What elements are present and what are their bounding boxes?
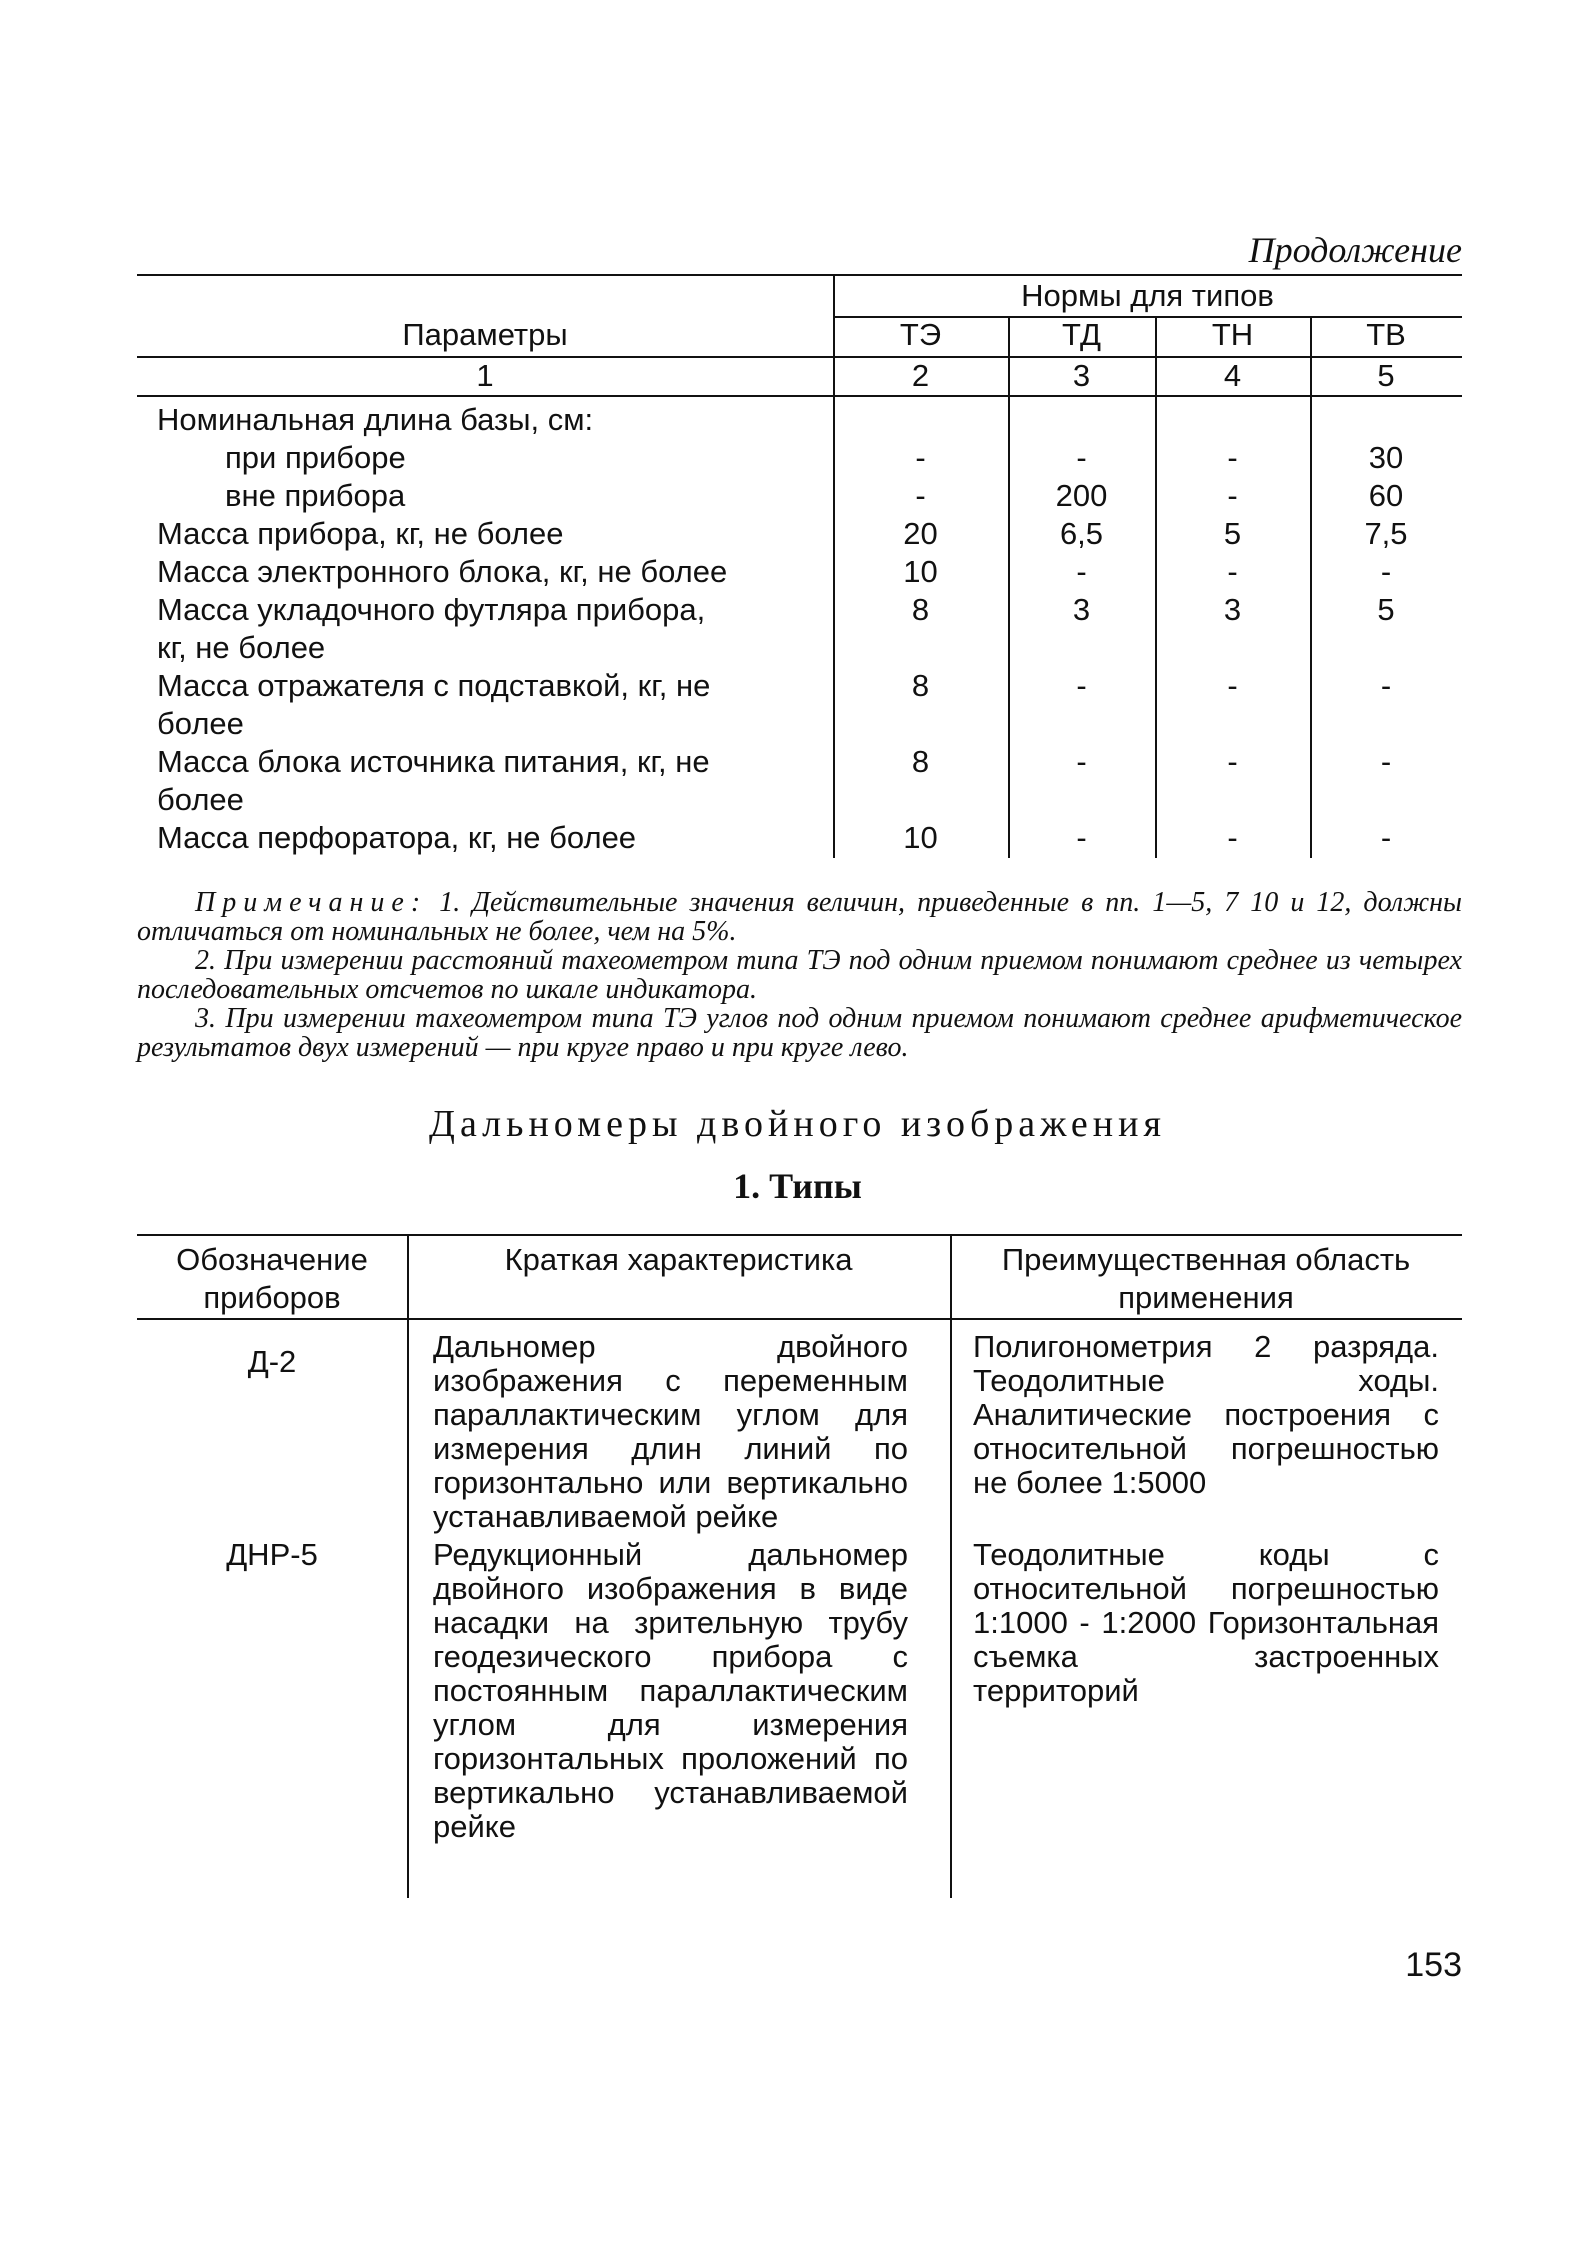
row-value: 8 [911,668,930,703]
row-label: Масса прибора, кг, не более [157,516,564,551]
row-label-continuation: более [157,706,244,741]
row-value: 3 [1223,592,1242,627]
row-value: - [1380,820,1392,855]
row-value: - [1227,554,1238,589]
description-cell: Редукционный дальномер двойного изображения в виде насадки на зрительную трубу геодезического прибора с постоянным параллактическим углом для измерения горизонтальных проложений по вертикально устанавливаемой рейке [433,1537,908,1844]
header-parameters: Параметры [402,317,568,352]
note-lead: Примечание: [195,887,428,918]
row-value: 60 [1368,478,1404,513]
row-label-continuation: более [157,782,244,817]
header-type-te: ТЭ [899,317,942,352]
row-value: - [915,440,926,475]
row-value: 3 [1072,592,1091,627]
note-text-1: 1. Действительные значения величин, приведенные в пп. 1—5, 7 10 и 12, должны отличаться от номинальных не более, чем на 5%. [137,887,1463,947]
header-norms: Нормы для типов [1021,278,1274,313]
row-value: - [1380,668,1392,703]
row-label: при приборе [225,440,406,475]
row-value: 8 [911,744,930,779]
designation-cell: ДНР-5 [226,1537,318,1572]
row-value: - [1227,440,1238,475]
row-value: 8 [911,592,930,627]
column-number: 4 [1223,358,1242,393]
column-number: 1 [476,358,494,393]
row-value: 5 [1223,516,1242,551]
row-value: 10 [903,820,938,855]
header-description: Краткая характеристика [504,1242,853,1277]
column-number: 2 [911,358,930,393]
row-label-continuation: кг, не более [157,630,326,665]
note-paragraph-3: 3. При измерении тахеометром типа ТЭ углов под одним приемом понимают среднее арифметическое результатов двух измерений — при круге право и при круге лево. [137,1003,1462,1063]
row-label: Масса электронного блока, кг, не более [157,554,728,589]
row-value: - [1380,554,1392,589]
row-value: - [1227,744,1238,779]
table2-divider-1 [407,1234,409,1898]
subsection-title: 1. Типы [733,1166,862,1206]
row-label: Масса укладочного футляра прибора, [157,592,706,627]
note-paragraph-2: 2. При измерении расстояний тахеометром типа ТЭ под одним приемом понимают среднее из четырех последовательных отсчетов по шкале индикатора. [137,945,1462,1005]
table2-top-rule [137,1234,1462,1236]
table2-header-rule [137,1318,1462,1320]
column-number: 3 [1072,358,1091,393]
row-value: - [1227,820,1238,855]
application-cell: Теодолитные коды с относительной погрешностью 1:1000 - 1:2000 Горизонтальная съемка застроенных территорий [973,1537,1439,1708]
header-type-td: ТД [1062,317,1101,352]
page-number: 153 [1405,1946,1462,1984]
continuation-label: Продолжение [1248,230,1462,270]
row-value: 7,5 [1364,516,1408,551]
row-label: Масса блока источника питания, кг, не [157,744,710,779]
row-label: Номинальная длина базы, см: [157,402,594,437]
row-value: 5 [1377,592,1395,627]
row-label: вне прибора [225,478,406,513]
row-value: 10 [903,554,938,589]
row-value: - [1076,744,1087,779]
row-value: - [1076,440,1087,475]
row-value: - [915,478,926,513]
column-number: 5 [1377,358,1395,393]
header-type-tv: ТВ [1366,317,1406,352]
row-value: 30 [1368,440,1404,475]
header-designation: Обозначение приборов [176,1242,368,1315]
row-value: - [1076,820,1087,855]
row-value: - [1227,668,1238,703]
row-label: Масса отражателя с подставкой, кг, не [157,668,711,703]
row-label: Масса перфоратора, кг, не более [157,820,637,855]
section-title: Дальномеры двойного изображения [429,1103,1166,1145]
row-value: 20 [903,516,938,551]
header-application: Преимущественная область применения [1001,1242,1411,1315]
header-type-tn: ТН [1211,317,1254,352]
description-cell: Дальномер двойного изображения с переменным параллактическим углом для измерения длин линий по горизонтально или вертикально устанавливаемой рейке [433,1329,908,1534]
designation-cell: Д-2 [247,1344,297,1379]
application-cell: Полигонометрия 2 разряда. Теодолитные ходы. Аналитические построения с относительной погрешностью не более 1:5000 [973,1329,1439,1500]
row-value: 6,5 [1059,516,1104,551]
table2-divider-2 [950,1234,952,1898]
row-value: - [1076,554,1087,589]
row-value: - [1380,744,1392,779]
row-value: 200 [1055,478,1108,513]
row-value: - [1076,668,1087,703]
row-value: - [1227,478,1238,513]
